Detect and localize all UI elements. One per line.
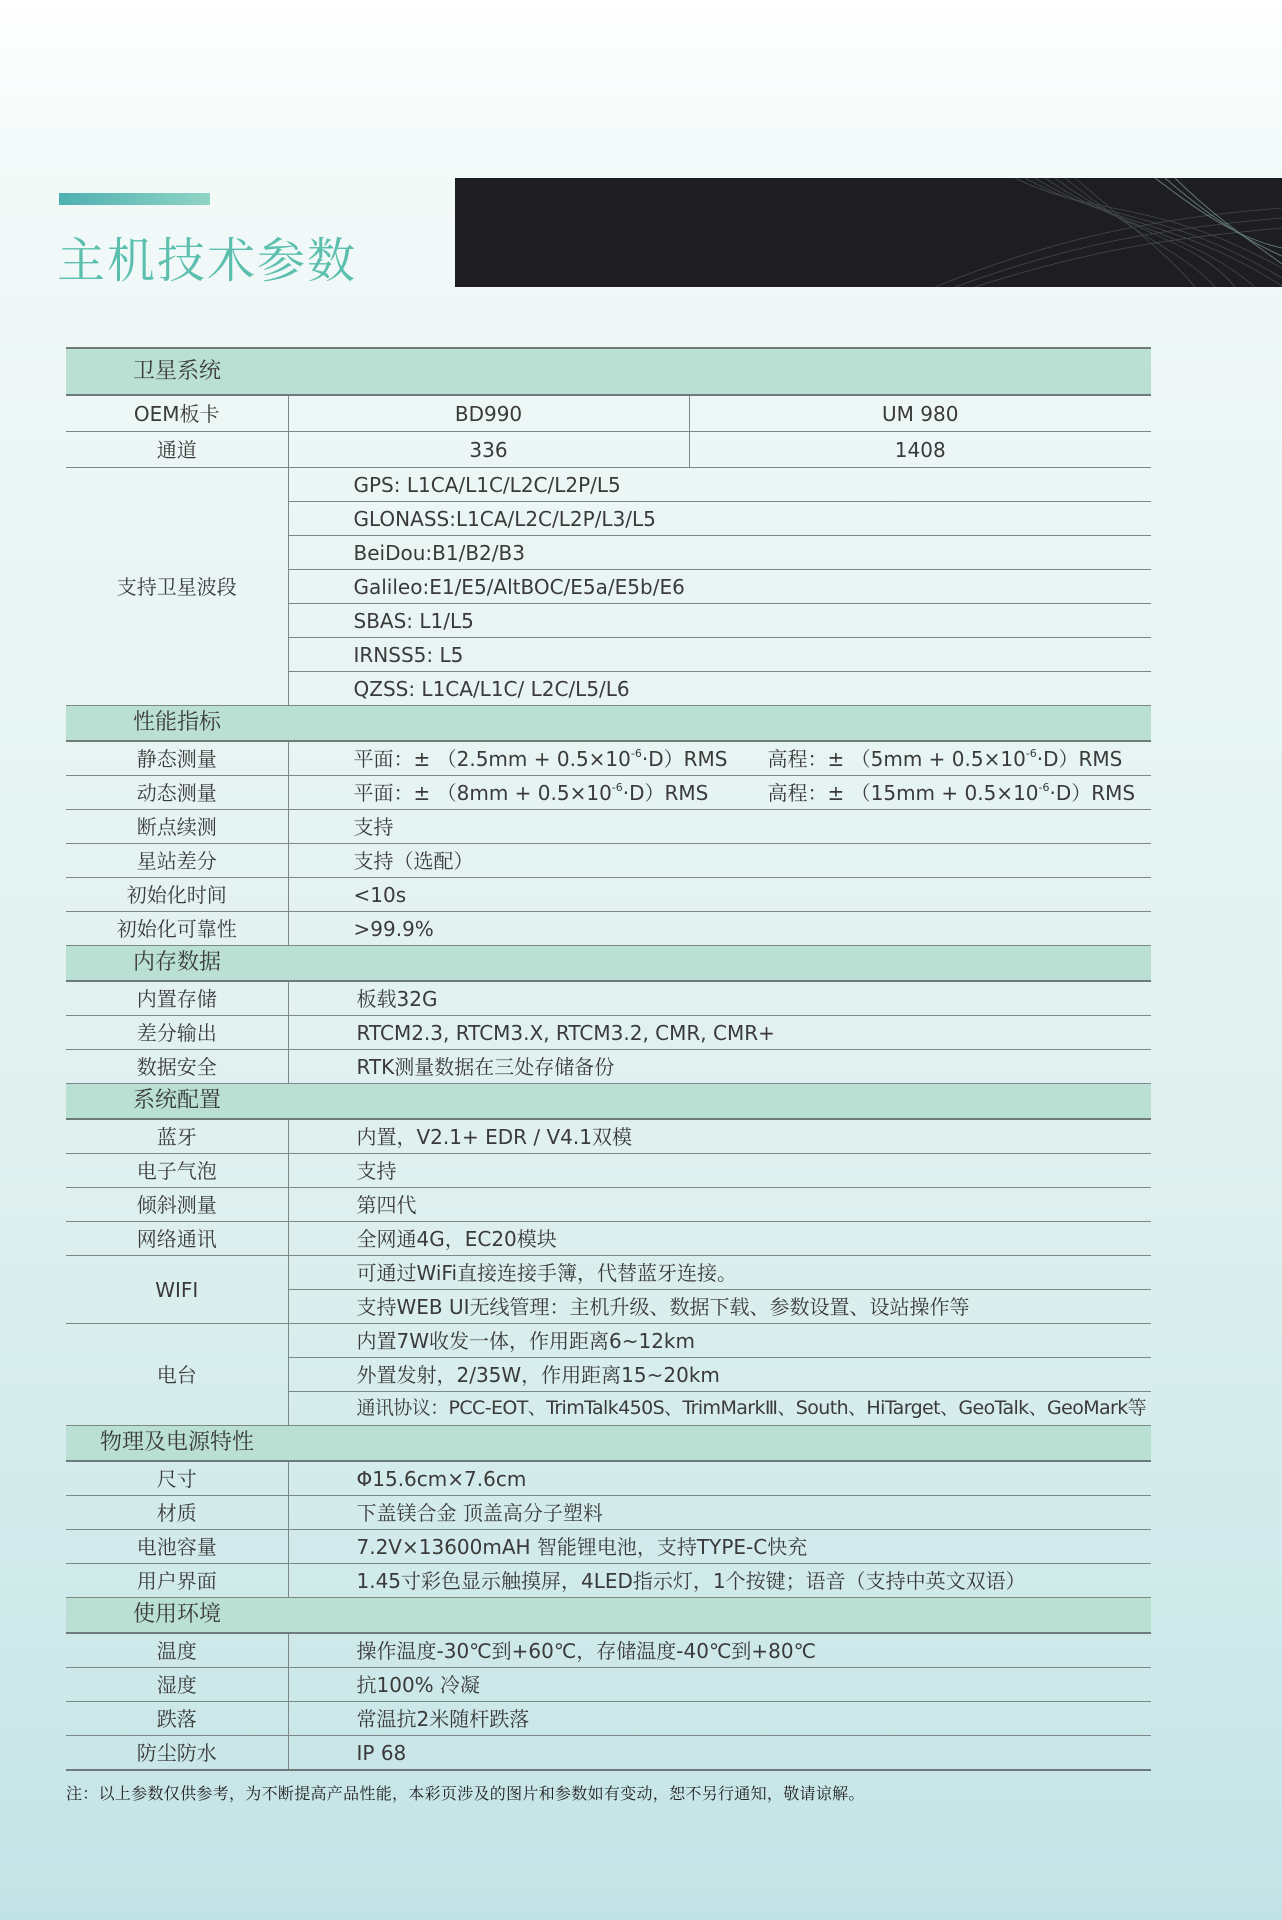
section-title: 系统配置 <box>132 1088 221 1113</box>
cell-value: 7.2V×13600mAH 智能锂电池，支持TYPE-C快充 <box>288 1530 1151 1564</box>
cell-value: RTCM2.3, RTCM3.X, RTCM3.2, CMR, CMR+ <box>288 1016 1151 1050</box>
row-label: 网络通讯 <box>66 1222 288 1256</box>
band-item: GLONASS:L1CA/L2C/L2P/L3/L5 <box>288 502 1151 536</box>
table-row <box>66 1564 1151 1598</box>
cell-value: 内置，V2.1+ EDR / V4.1双模 <box>288 1119 1151 1154</box>
band-item: IRNSS5: L5 <box>288 638 1151 672</box>
row-label: 静态测量 <box>66 741 288 776</box>
cell-value: 支持 <box>288 810 1151 844</box>
cell-value: IP 68 <box>288 1736 1151 1771</box>
cell-value: 1408 <box>689 432 1151 468</box>
row-label: OEM板卡 <box>66 395 288 432</box>
band-item: QZSS: L1CA/L1C/ L2C/L5/L6 <box>288 672 1151 706</box>
row-label: 蓝牙 <box>66 1119 288 1154</box>
table-row <box>66 468 1151 502</box>
row-label: 动态测量 <box>66 776 288 810</box>
section-satellite-header <box>66 348 1151 395</box>
table-row <box>66 1633 1151 1668</box>
section-title: 物理及电源特性 <box>99 1430 254 1455</box>
row-label: 温度 <box>66 1633 288 1668</box>
row-label: 电池容量 <box>66 1530 288 1564</box>
cell-value: 内置7W收发一体，作用距离6~12km <box>288 1324 1151 1358</box>
cell-value: 板载32G <box>288 981 1151 1016</box>
cell-value: 下盖镁合金 顶盖高分子塑料 <box>288 1496 1151 1530</box>
cell-value: 操作温度-30℃到+60℃，存储温度-40℃到+80℃ <box>288 1633 1151 1668</box>
table-row <box>66 432 1151 468</box>
table-row <box>66 1668 1151 1702</box>
table-row <box>66 981 1151 1016</box>
row-label: 电子气泡 <box>66 1154 288 1188</box>
page-title: 主机技术参数 <box>57 233 358 289</box>
section-physical-header <box>66 1426 1151 1462</box>
row-label: 初始化时间 <box>66 878 288 912</box>
cell-value: 可通过WiFi直接连接手簿，代替蓝牙连接。 <box>288 1256 1151 1290</box>
horizontal-accuracy: 平面：± $(2.5mm + 0.5\times 10^{-6}\cdot D)RMS$ <box>353 747 728 771</box>
row-label: 差分输出 <box>66 1016 288 1050</box>
row-label: 材质 <box>66 1496 288 1530</box>
table-row <box>66 810 1151 844</box>
cell-value <box>288 776 1151 810</box>
row-label: WIFI <box>66 1256 288 1324</box>
table-row <box>66 1256 1151 1290</box>
row-label: 电台 <box>66 1324 288 1426</box>
table-row <box>66 1496 1151 1530</box>
cell-value: <10s <box>288 878 1151 912</box>
table-row <box>66 776 1151 810</box>
cell-value: >99.9% <box>288 912 1151 946</box>
row-label: 湿度 <box>66 1668 288 1702</box>
row-label: 支持卫星波段 <box>66 468 288 706</box>
table-row <box>66 912 1151 946</box>
section-memory-header <box>66 946 1151 982</box>
cell-value: 336 <box>288 432 689 468</box>
cell-value: BD990 <box>288 395 689 432</box>
row-label: 断点续测 <box>66 810 288 844</box>
table-row <box>66 1050 1151 1084</box>
table-row <box>66 1222 1151 1256</box>
table-row <box>66 1530 1151 1564</box>
table-row <box>66 1736 1151 1771</box>
cell-value: 支持（选配） <box>288 844 1151 878</box>
section-title: 使用环境 <box>132 1602 221 1627</box>
row-label: 数据安全 <box>66 1050 288 1084</box>
row-label: 倾斜测量 <box>66 1188 288 1222</box>
section-title: 内存数据 <box>132 950 221 975</box>
row-label: 用户界面 <box>66 1564 288 1598</box>
section-title: 卫星系统 <box>132 358 221 384</box>
section-environment-header <box>66 1598 1151 1634</box>
cell-value: 抗100% 冷凝 <box>288 1668 1151 1702</box>
cell-value: 第四代 <box>288 1188 1151 1222</box>
footnote: 注：以上参数仅供参考，为不断提高产品性能，本彩页涉及的图片和参数如有变动，恕不另行通知，敬请谅解。 <box>66 1784 865 1803</box>
table-row <box>66 844 1151 878</box>
band-item: GPS: L1CA/L1C/L2C/L2P/L5 <box>288 468 1151 502</box>
table-row <box>66 1016 1151 1050</box>
table-row <box>66 741 1151 776</box>
cell-value <box>288 741 1151 776</box>
section-system-header <box>66 1084 1151 1120</box>
row-label: 防尘防水 <box>66 1736 288 1771</box>
table-row <box>66 395 1151 432</box>
spec-table <box>66 347 1151 1771</box>
vertical-accuracy: 高程：± $(5mm + 0.5\times 10^{-6}\cdot D)RMS$ <box>767 747 1123 771</box>
row-label: 初始化可靠性 <box>66 912 288 946</box>
cell-value: 1.45寸彩色显示触摸屏，4LED指示灯，1个按键；语音（支持中英文双语） <box>288 1564 1151 1598</box>
cell-value: 通讯协议：PCC-EOT、TrimTalk450S、TrimMarkⅢ、South、HiTarget、GeoTalk、GeoMark等 <box>288 1392 1151 1426</box>
title-accent-bar <box>59 193 210 205</box>
row-label: 通道 <box>66 432 288 468</box>
table-row <box>66 1188 1151 1222</box>
cell-value: UM 980 <box>689 395 1151 432</box>
cell-value: RTK测量数据在三处存储备份 <box>288 1050 1151 1084</box>
section-title: 性能指标 <box>132 710 221 735</box>
band-item: SBAS: L1/L5 <box>288 604 1151 638</box>
table-row <box>66 1461 1151 1496</box>
table-row <box>66 1324 1151 1358</box>
cell-value: 支持WEB UI无线管理：主机升级、数据下载、参数设置、设站操作等 <box>288 1290 1151 1324</box>
table-row <box>66 1702 1151 1736</box>
row-label: 尺寸 <box>66 1461 288 1496</box>
header-banner-image <box>455 178 1282 287</box>
row-label: 星站差分 <box>66 844 288 878</box>
section-performance-header <box>66 706 1151 742</box>
vertical-accuracy: 高程：± $(15mm + 0.5\times 10^{-6}\cdot D)RMS$ <box>767 781 1136 805</box>
horizontal-accuracy: 平面：± $(8mm + 0.5\times 10^{-6}\cdot D)RMS$ <box>353 781 709 805</box>
band-item: BeiDou:B1/B2/B3 <box>288 536 1151 570</box>
table-row <box>66 1154 1151 1188</box>
cell-value: 支持 <box>288 1154 1151 1188</box>
cell-value: 常温抗2米随杆跌落 <box>288 1702 1151 1736</box>
cell-value: Φ15.6cm×7.6cm <box>288 1461 1151 1496</box>
table-row <box>66 878 1151 912</box>
row-label: 跌落 <box>66 1702 288 1736</box>
cell-value: 全网通4G，EC20模块 <box>288 1222 1151 1256</box>
row-label: 内置存储 <box>66 981 288 1016</box>
band-item: Galileo:E1/E5/AltBOC/E5a/E5b/E6 <box>288 570 1151 604</box>
cell-value: 外置发射，2/35W，作用距离15~20km <box>288 1358 1151 1392</box>
table-row <box>66 1119 1151 1154</box>
